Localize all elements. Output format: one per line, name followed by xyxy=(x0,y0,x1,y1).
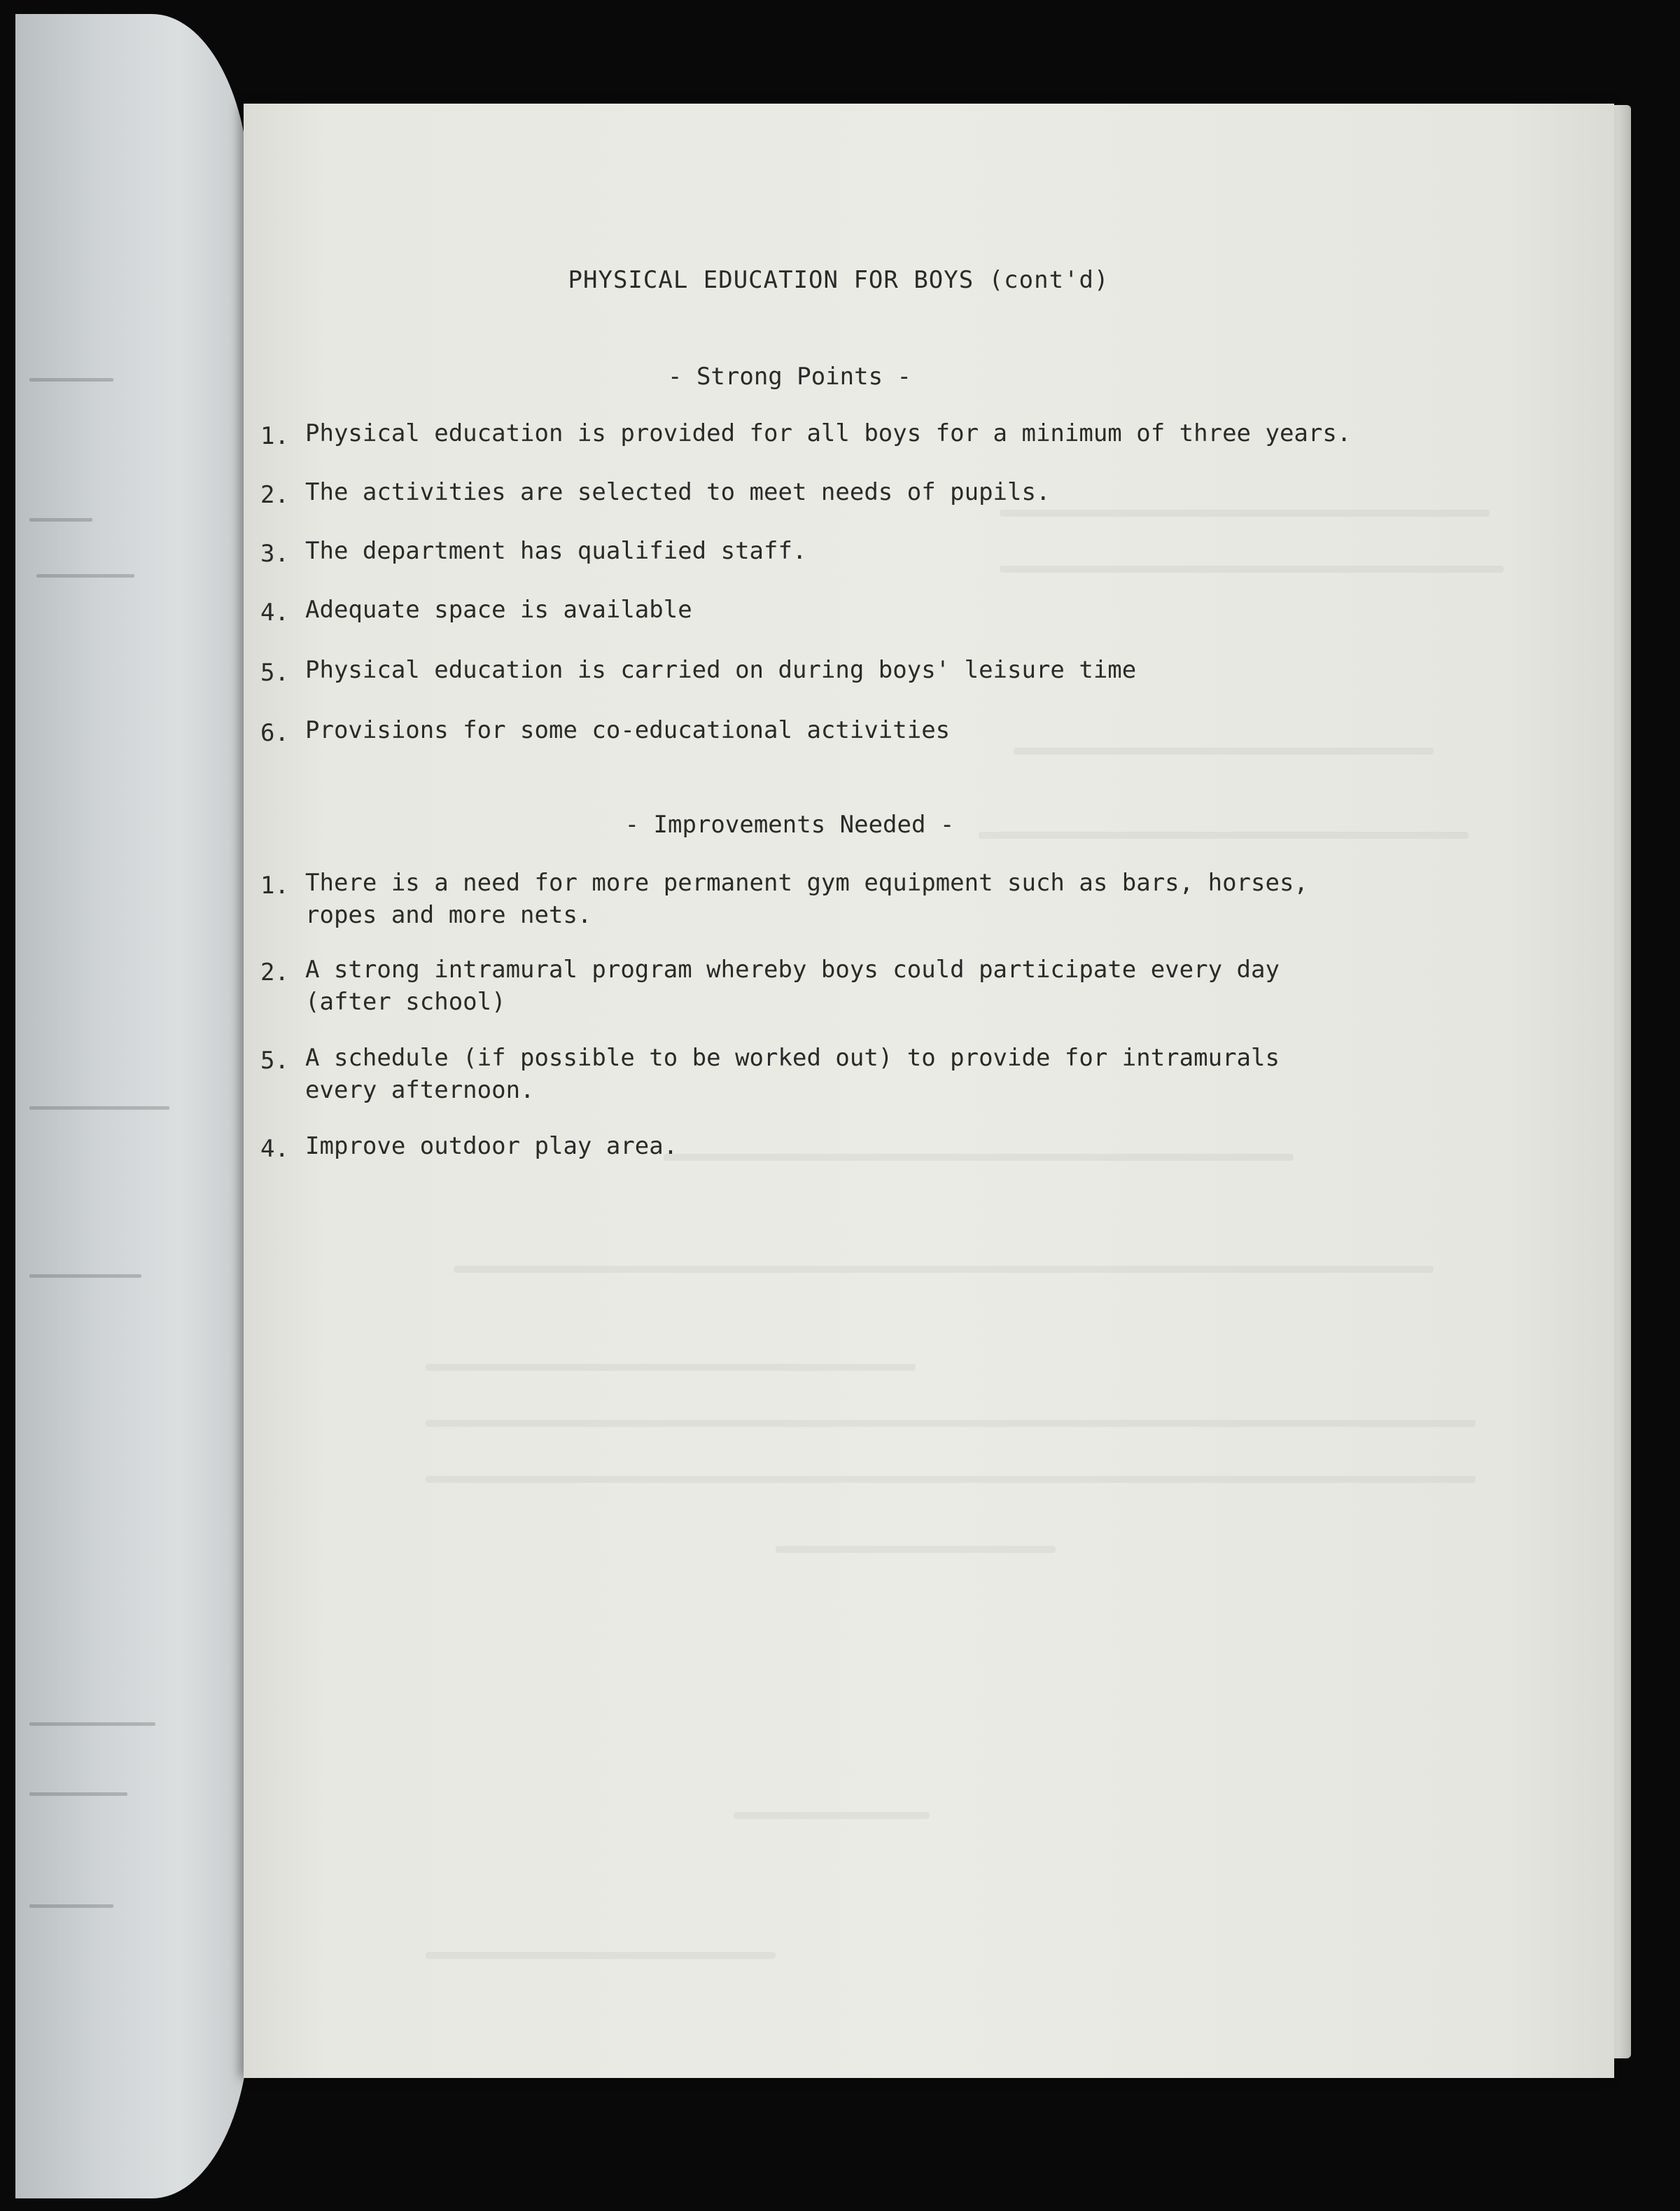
item-text: A strong intramural program whereby boys could participate every day (after school) xyxy=(305,956,1280,1016)
item-text: Improve outdoor play area. xyxy=(305,1132,678,1160)
section-heading-improvements-needed: - Improvements Needed - xyxy=(624,811,955,839)
item-text: The department has qualified staff. xyxy=(305,537,807,565)
section-heading-strong-points: - Strong Points - xyxy=(668,363,911,391)
left-page xyxy=(15,14,250,2198)
item-number: 1. xyxy=(260,422,289,450)
item-number: 2. xyxy=(260,958,289,986)
page-title: PHYSICAL EDUCATION FOR BOYS (cont'd) xyxy=(568,266,1110,294)
item-number: 5. xyxy=(260,1047,289,1075)
item-number: 6. xyxy=(260,719,289,747)
item-number: 3. xyxy=(260,540,289,568)
item-text: Physical education is carried on during boys' leisure time xyxy=(305,656,1137,684)
item-number: 5. xyxy=(260,659,289,687)
item-number: 1. xyxy=(260,872,289,900)
item-text: Physical education is provided for all boys for a minimum of three years. xyxy=(305,419,1352,447)
item-number: 4. xyxy=(260,1135,289,1163)
item-text: There is a need for more permanent gym equipment such as bars, horses, ropes and more nets. xyxy=(305,869,1308,929)
item-number: 2. xyxy=(260,481,289,509)
item-text: Provisions for some co-educational activities xyxy=(305,716,951,744)
item-text: A schedule (if possible to be worked out) to provide for intramurals every afternoon. xyxy=(305,1044,1280,1104)
document-page xyxy=(244,104,1614,2078)
item-number: 4. xyxy=(260,599,289,627)
item-text: The activities are selected to meet needs of pupils. xyxy=(305,478,1051,506)
item-text: Adequate space is available xyxy=(305,596,692,624)
